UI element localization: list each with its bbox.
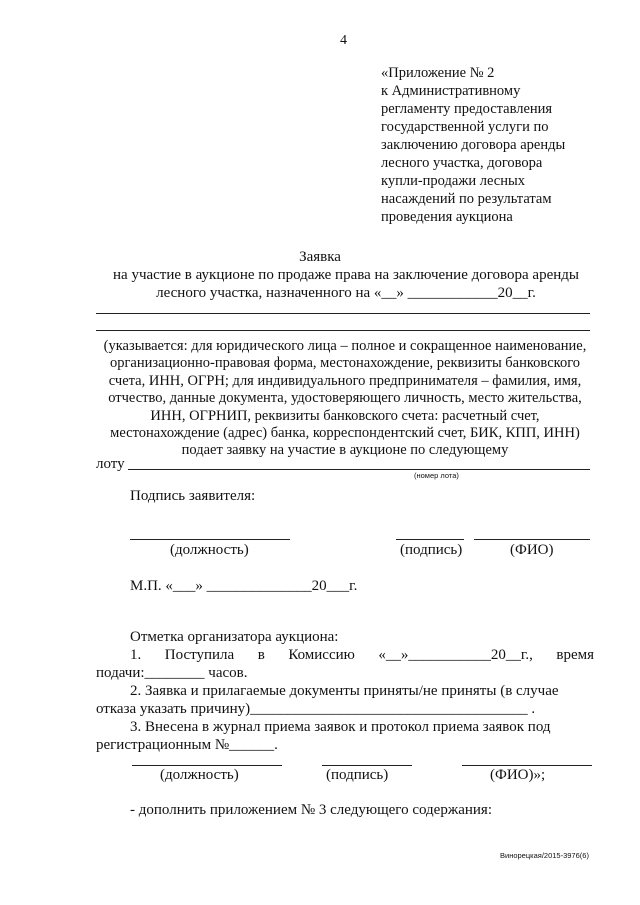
description-line: отчество, данные документа, удостоверяющего личность, место жительства, — [108, 390, 582, 407]
form-title: Заявка — [299, 249, 341, 265]
description-line: местонахождение (адрес) банка, корреспондентский счет, БИК, КПП, ИНН) — [110, 425, 580, 442]
item-word: время — [556, 647, 594, 663]
position-caption: (должность) — [170, 542, 249, 558]
appendix-line: лесного участка, договора — [381, 155, 543, 171]
signature-caption: (подпись) — [400, 542, 463, 558]
organizer-heading: Отметка организатора аукциона: — [130, 629, 339, 645]
name-caption: (ФИО) — [510, 542, 554, 558]
item-word: Комиссию — [288, 647, 355, 663]
description-line: (указывается: для юридического лица – полное и сокращенное наименование, — [103, 338, 587, 354]
appendix-line: «Приложение № 2 — [381, 65, 495, 81]
item-word: Поступила — [164, 647, 235, 663]
lot-caption: (номер лота) — [414, 471, 459, 480]
supplement-line: - дополнить приложением № 3 следующего содержания: — [130, 802, 492, 818]
form-subtitle: лесного участка, назначенного на «__» ____________20__г. — [156, 285, 536, 301]
appendix-line: проведения аукциона — [381, 209, 513, 225]
item3-line2: регистрационным №______. — [96, 737, 278, 753]
lot-label: лоту — [96, 456, 125, 472]
applicant-signature-label: Подпись заявителя: — [130, 488, 256, 504]
description-line: ИНН, ОГРНИП, реквизиты банковского счета: расчетный счет, — [150, 407, 540, 424]
footer-code: Винорецкая/2015-3976(6) — [500, 851, 589, 860]
appendix-line: регламенту предоставления — [381, 101, 553, 117]
position-caption: (должность) — [160, 767, 239, 783]
signature-caption: (подпись) — [326, 767, 389, 783]
name-caption: (ФИО)»; — [490, 767, 546, 783]
lot-field-line — [128, 469, 590, 470]
signature-line — [396, 539, 464, 540]
blank-line — [96, 330, 590, 331]
blank-line — [96, 313, 590, 314]
form-subtitle: на участие в аукционе по продаже права на заключение договора аренды — [113, 267, 579, 283]
stamp-line: М.П. «___» ______________20___г. — [130, 578, 358, 594]
appendix-line: к Административному — [381, 83, 521, 99]
item2-line2: отказа указать причину)_____________________________________ . — [96, 701, 536, 717]
description-line: организационно-правовая форма, местонахождение, реквизиты банковского — [109, 355, 581, 372]
appendix-line: заключению договора аренды — [381, 137, 566, 153]
item-date: «__»___________20__г., — [378, 647, 533, 663]
appendix-line: насаждений по результатам — [381, 191, 552, 207]
item2-line1: 2. Заявка и прилагаемые документы приняты/не приняты (в случае — [130, 683, 559, 699]
description-line: подает заявку на участие в аукционе по следующему — [181, 442, 509, 459]
name-line — [474, 539, 590, 540]
item3-line1: 3. Внесена в журнал приема заявок и протокол приема заявок под — [130, 719, 551, 735]
position-line — [130, 539, 290, 540]
item1-line2: подачи:________ часов. — [96, 665, 248, 681]
appendix-line: государственной услуги по — [381, 119, 549, 135]
applicant-description — [96, 338, 594, 460]
item-number: 1. — [130, 647, 142, 663]
appendix-line: купли-продажи лесных — [381, 173, 525, 189]
item1-line1 — [130, 646, 594, 664]
item-word: в — [257, 647, 265, 663]
description-line: счета, ИНН, ОГРН; для индивидуального предпринимателя – фамилия, имя, — [108, 372, 582, 389]
appendix-block — [381, 64, 621, 226]
page-number: 4 — [340, 33, 347, 48]
